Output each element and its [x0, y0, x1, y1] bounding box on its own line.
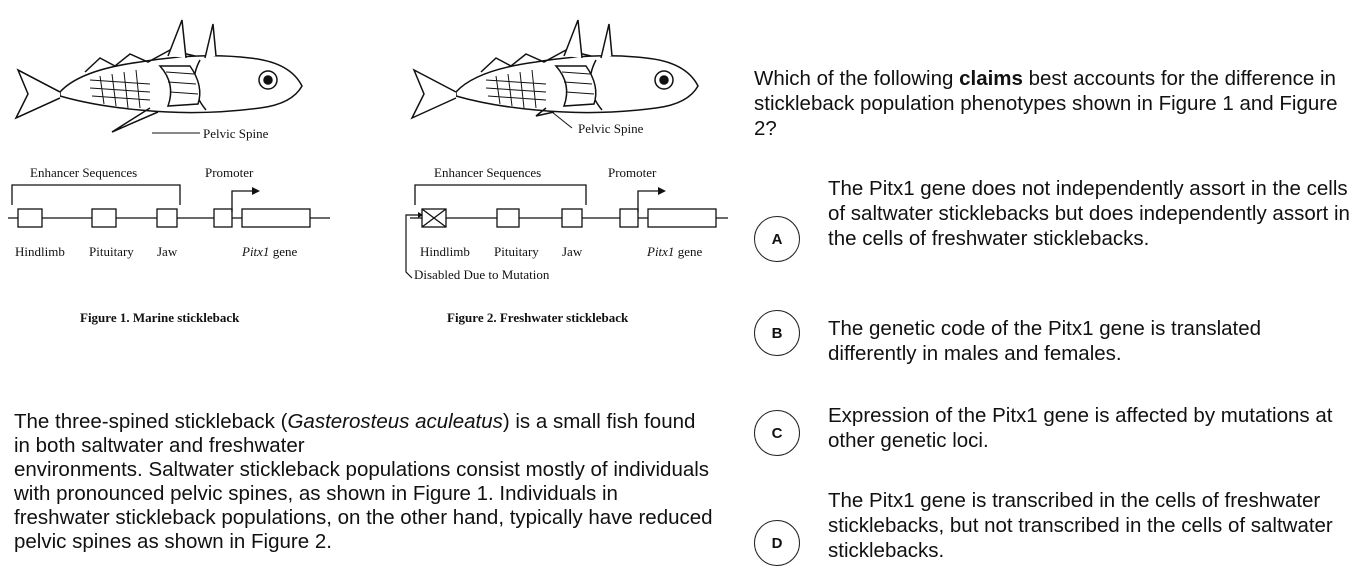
jaw-label: Jaw [562, 244, 583, 259]
option-a-text: The Pitx1 gene does not independently assort in the cells of saltwater sticklebacks but does independently assort in the cells of freshwater sticklebacks. [828, 177, 1350, 250]
jaw-enhancer-box [157, 209, 177, 227]
pitx1-gene-box [648, 209, 716, 227]
answer-option-d[interactable] [754, 488, 1350, 573]
fish-illustration [412, 20, 698, 128]
option-b-badge[interactable]: B [754, 310, 800, 356]
enhancer-bracket [12, 185, 180, 205]
option-c-text: Expression of the Pitx1 gene is affected by mutations at other genetic loci. [828, 404, 1333, 452]
pitx1-gene-box [242, 209, 310, 227]
freshwater-stickleback-diagram [396, 0, 736, 340]
pelvic-spine-label: Pelvic Spine [203, 126, 269, 141]
option-d-text: The Pitx1 gene is transcribed in the cells of freshwater sticklebacks, but not transcribed in the cells of saltwater sticklebacks. [828, 489, 1333, 562]
enhancer-sequences-label: Enhancer Sequences [434, 165, 542, 180]
option-a-badge[interactable]: A [754, 216, 800, 262]
answer-option-a[interactable] [754, 176, 1350, 286]
promoter-label: Promoter [205, 165, 254, 180]
fish-illustration [16, 20, 302, 133]
pituitary-label: Pituitary [89, 244, 134, 259]
passage-rest: environments. Saltwater stickleback populations consist mostly of individuals with pronounced pelvic spines, as shown in Figure 1. Individuals in freshwater stickleback populations, on the other hand, typically have reduced pelvic spines as shown in Figure 2. [14, 458, 713, 553]
figure-1 [0, 0, 340, 340]
pelvic-spine-label: Pelvic Spine [578, 121, 644, 136]
question-stem: Which of the following claims best accounts for the difference in stickleback population phenotypes shown in Figure 1 and Figure 2? [754, 67, 1338, 140]
answer-option-b[interactable] [754, 316, 1350, 376]
pituitary-enhancer-box [92, 209, 116, 227]
pitx1-gene-label: Pitx1 gene [242, 244, 298, 259]
pituitary-label: Pituitary [494, 244, 539, 259]
hindlimb-label: Hindlimb [420, 244, 470, 259]
pitx1-gene-label: Pitx1 gene [647, 244, 703, 259]
promoter-box [214, 209, 232, 227]
mutation-note-label: Disabled Due to Mutation [414, 267, 550, 282]
enhancer-bracket [415, 185, 586, 205]
option-b-text: The genetic code of the Pitx1 gene is translated differently in males and females. [828, 317, 1262, 365]
promoter-box [620, 209, 638, 227]
species-name: Gasterosteus aculeatus [287, 410, 503, 433]
jaw-label: Jaw [157, 244, 178, 259]
option-d-badge[interactable]: D [754, 520, 800, 566]
question-emphasis: claims [959, 67, 1023, 90]
hindlimb-enhancer-box [18, 209, 42, 227]
figure-2-caption: Figure 2. Freshwater stickleback [447, 310, 629, 325]
passage-text [14, 410, 714, 554]
marine-stickleback-diagram [0, 0, 340, 340]
answer-option-c[interactable] [754, 403, 1350, 463]
pituitary-enhancer-box [497, 209, 519, 227]
figure-2 [396, 0, 736, 340]
hindlimb-label: Hindlimb [15, 244, 65, 259]
enhancer-sequences-label: Enhancer Sequences [30, 165, 138, 180]
passage-line-1: The three-spined stickleback (Gasterosteus aculeatus) is a small fish found in both saltwater and freshwater [14, 410, 696, 457]
option-c-badge[interactable]: C [754, 410, 800, 456]
figure-1-caption: Figure 1. Marine stickleback [80, 310, 240, 325]
promoter-label: Promoter [608, 165, 657, 180]
jaw-enhancer-box [562, 209, 582, 227]
